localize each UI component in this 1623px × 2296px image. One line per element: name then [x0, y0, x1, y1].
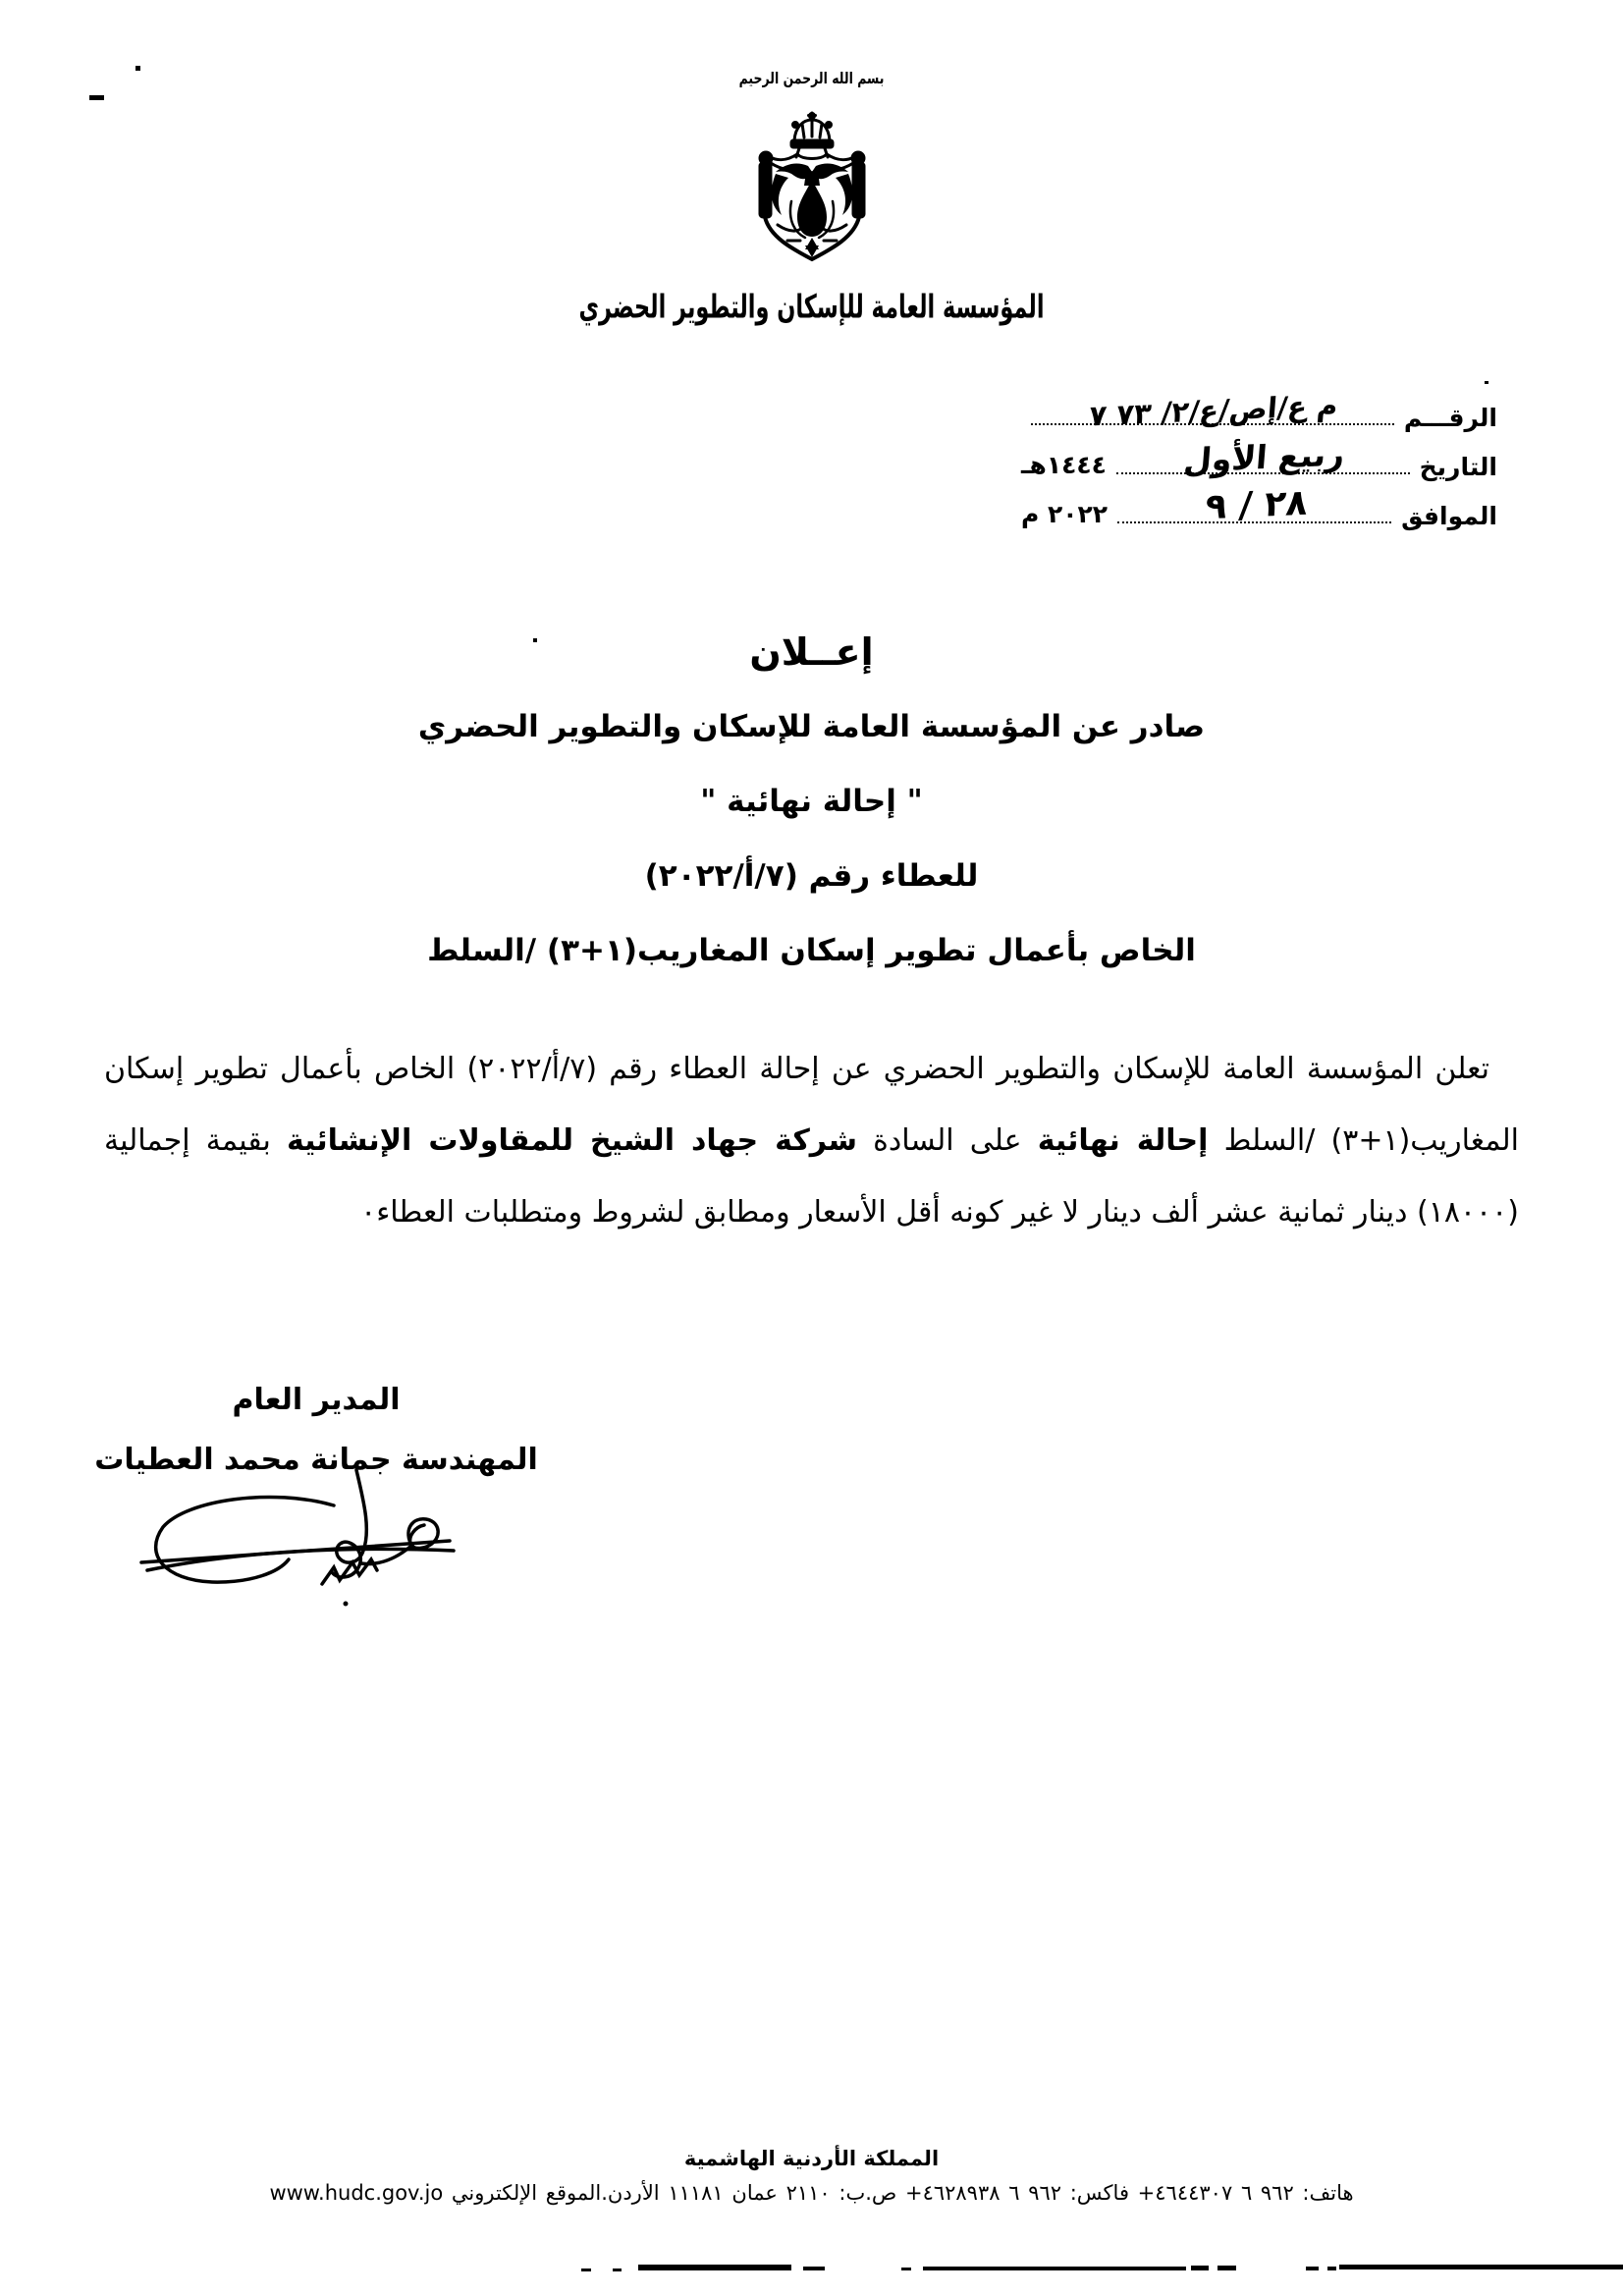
jordan-royal-crest-emblem: [748, 110, 876, 269]
tender-subject-line: الخاص بأعمال تطوير إسكان المغاريب(١+٣) /السلط: [427, 933, 1196, 968]
body-emphasis-contractor-name: شركة جهاد الشيخ للمقاولات الإنشائية: [286, 1123, 857, 1158]
award-type-line: " إحالة نهائية ": [700, 784, 923, 819]
hijri-date-line: [1116, 434, 1410, 480]
issuer-line: صادر عن المؤسسة العامة للإسكان والتطوير الحضري: [417, 709, 1206, 744]
scan-speck: [89, 95, 104, 100]
hijri-year: ١٤٤٤هـ: [1021, 451, 1107, 479]
hijri-date-label: التاريخ: [1419, 453, 1497, 481]
announcement-heading: إعــلان: [749, 630, 874, 674]
gregorian-year: ٢٠٢٢ م: [1021, 500, 1109, 528]
reference-number-line: [1031, 388, 1394, 433]
hijri-date-value: ربيع الأول: [1182, 434, 1347, 480]
gregorian-date-row: [1021, 481, 1497, 530]
body-segment: على السادة: [856, 1123, 1038, 1158]
body-segment: بقيمة إجمالية (١٨٠٠٠) دينار ثمانية عشر ألف دينار لا غير كونه أقل الأسعار ومطابق لشروط ومتطلبات العطاء٠: [104, 1123, 1519, 1230]
reference-number-row: [1021, 383, 1497, 432]
body-segment: تعلن المؤسسة العامة للإسكان والتطوير الحضري عن إحالة العطاء رقم (٧/أ/٢٠٢٢) الخاص بأعمال تطوير إسكان المغاريب(١+٣) /السلط: [104, 1052, 1520, 1158]
tender-number-line: للعطاء رقم (٧/أ/٢٠٢٢): [644, 858, 979, 894]
signature-block: [90, 1383, 542, 1477]
gregorian-day-month: ٢٨ / ٩: [1203, 482, 1309, 528]
scan-speck: [135, 66, 140, 71]
org-name-calligraphy: المؤسسة العامة للإسكان والتطوير الحضري: [578, 288, 1045, 326]
announcement-body: [104, 1033, 1519, 1248]
reference-number-value: م ع/إص/ع/٢/ ٧٣ ٧: [1088, 388, 1340, 433]
reference-block: [1021, 383, 1497, 530]
gregorian-date-line: [1117, 481, 1391, 528]
footer-kingdom-line: المملكة الأردنية الهاشمية: [683, 2147, 940, 2170]
announcement-title-block: [0, 615, 1623, 988]
body-emphasis-final-award: إحالة نهائية: [1037, 1123, 1209, 1158]
signer-name: المهندسة جمانة محمد العطيات: [94, 1443, 538, 1477]
reference-number-label: الرقـــم: [1403, 404, 1497, 432]
footer-contact-line: هاتف: ‪+٩٦٢ ٦ ٤٦٤٤٣٠٧‬ فاكس: ‪+٩٦٢ ٦ ٤٦٢٨٩٣٨‬ ص.ب: ٢١١٠ عمان ١١١٨١ الأردن.الموقع الإلكتروني www.hudc.gov.jo: [269, 2181, 1354, 2205]
hijri-date-row: [1021, 432, 1497, 481]
gregorian-date-label: الموافق: [1401, 502, 1497, 530]
signer-position: المدير العام: [232, 1383, 401, 1417]
bismillah-calligraphy: بسم الله الرحمن الرحيم: [738, 69, 885, 87]
handwritten-signature: [126, 1465, 469, 1614]
